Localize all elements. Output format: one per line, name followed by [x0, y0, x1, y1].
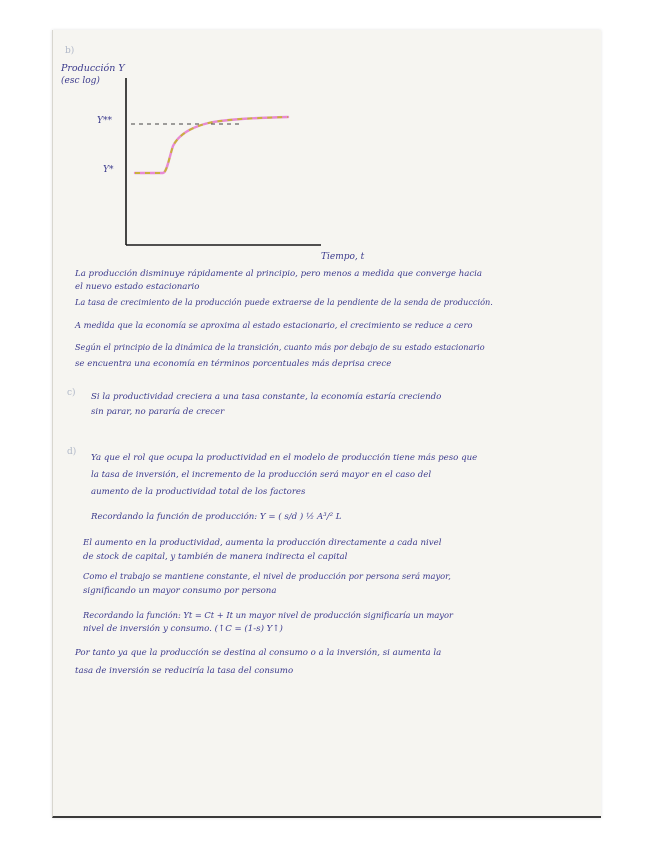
marker-d: d)	[67, 447, 77, 457]
d-line-11: Por tanto ya que la producción se destina al consumo o a la inversión, si aumenta la	[75, 648, 442, 658]
y-steady-state-old-label: Y*	[103, 165, 114, 175]
b-line-1: La producción disminuye rápidamente al principio, pero menos a medida que converge hacia	[75, 269, 483, 279]
marker-b: b)	[65, 46, 75, 56]
d-line-3: aumento de la productividad total de los factores	[91, 487, 306, 497]
d-line-12: tasa de inversión se reduciría la tasa del consumo	[75, 666, 294, 676]
marker-c: c)	[67, 388, 76, 398]
y-axis-title: Producción Y	[61, 63, 125, 74]
y-axis-scale-note: (esc log)	[61, 76, 100, 86]
notebook-page	[52, 30, 601, 818]
d-line-7: Como el trabajo se mantiene constante, el nivel de producción por persona será mayor,	[83, 571, 451, 581]
b-line-4: A medida que la economía se aproxima al estado estacionario, el crecimiento se reduce a cero	[75, 320, 473, 330]
c-line-1: Si la productividad creciera a una tasa constante, la economía estaría creciendo	[91, 392, 442, 402]
d-line-1: Ya que el rol que ocupa la productividad en el modelo de producción tiene más peso que	[91, 453, 478, 463]
d-line-2: la tasa de inversión, el incremento de la producción será mayor en el caso del	[91, 470, 432, 480]
output-graph	[53, 30, 601, 816]
b-line-6: se encuentra una economía en términos porcentuales más deprisa crece	[75, 359, 392, 369]
output-path-dashed-overlay	[135, 117, 288, 173]
output-path-curve	[135, 117, 288, 173]
x-axis-title: Tiempo, t	[321, 252, 365, 262]
y-steady-state-new-label: Y**	[97, 116, 112, 126]
d-line-10: nivel de inversión y consumo. (↑C = (1-s) Y↑)	[83, 624, 283, 634]
d-line-8: significando un mayor consumo por persona	[83, 586, 277, 596]
b-line-2: el nuevo estado estacionario	[75, 282, 200, 292]
d-line-4-production-function: Recordando la función de producción: Y = ( s/d ) ½ A³/² L	[91, 512, 342, 522]
c-line-2: sin parar, no pararía de crecer	[91, 407, 225, 417]
d-line-9-income-identity: Recordando la función: Yt = Ct + It un mayor nivel de producción significaría un mayor	[83, 610, 453, 620]
d-line-6: de stock de capital, y también de manera indirecta el capital	[83, 552, 348, 562]
b-line-5: Según el principio de la dinámica de la transición, cuanto más por debajo de su estado estacionario	[75, 342, 485, 352]
d-line-5: El aumento en la productividad, aumenta la producción directamente a cada nivel	[83, 538, 442, 548]
b-line-3: La tasa de crecimiento de la producción puede extraerse de la pendiente de la senda de producción.	[75, 297, 493, 307]
